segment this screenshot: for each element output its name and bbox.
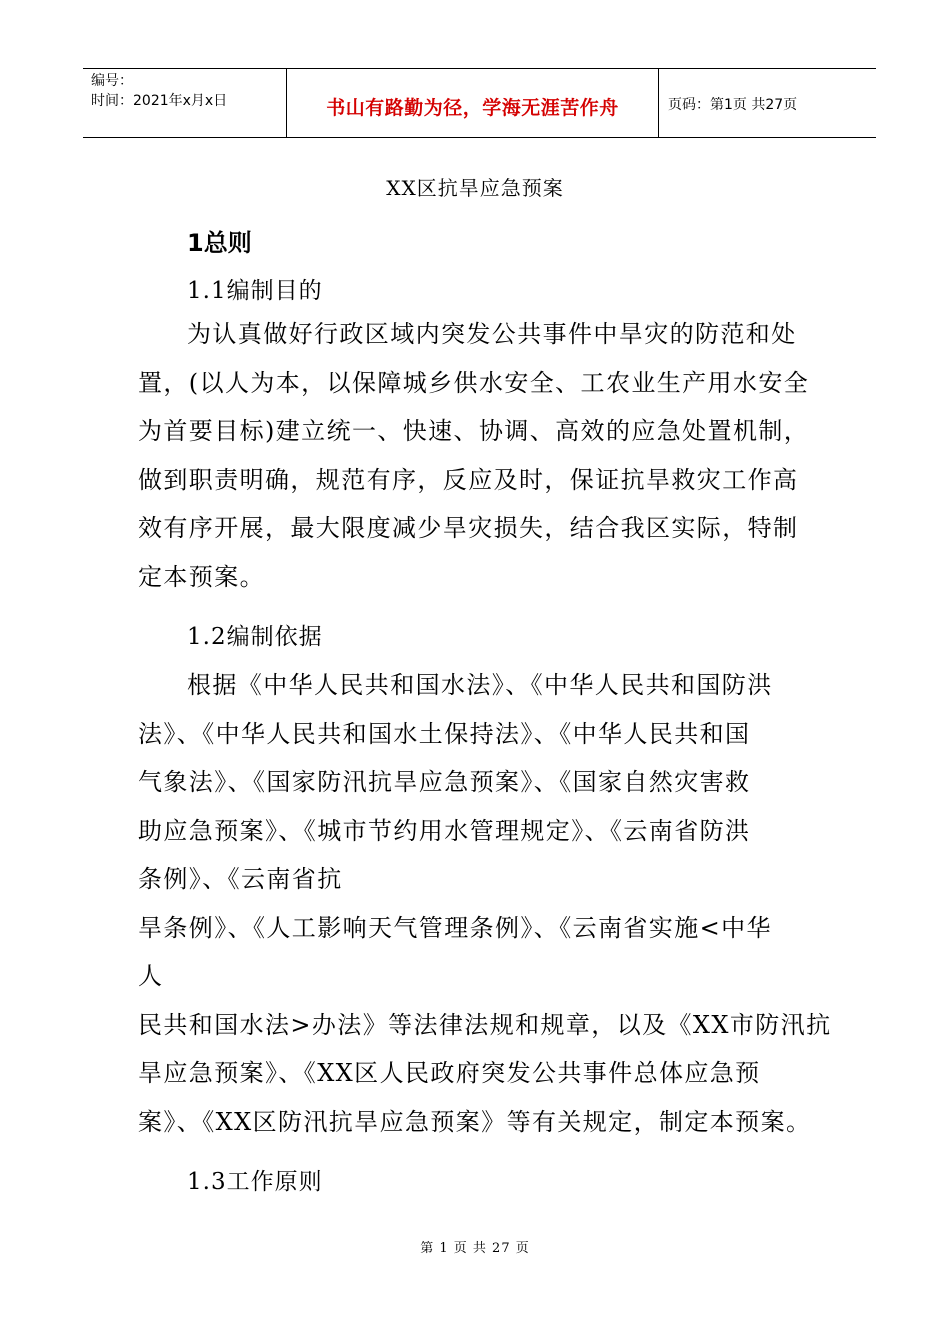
paragraph-basis xyxy=(138,661,832,1146)
number-label: 编号： xyxy=(91,73,133,89)
page-footer: 第 1 页 共 27 页 xyxy=(420,1241,530,1256)
paragraph-purpose xyxy=(138,310,828,601)
subsection-heading-1-3: 1.3工作原则 xyxy=(187,1169,323,1195)
text-line: 民共和国水法>办法》等法律法规和规章，以及《XX市防汛抗 xyxy=(138,1010,832,1039)
text-line: 效有序开展，最大限度减少旱灾损失，结合我区实际，特制 xyxy=(138,514,799,542)
text-line: 旱应急预案》、《XX区人民政府突发公共事件总体应急预 xyxy=(138,1059,761,1087)
subsection-heading-1-2: 1.2编制依据 xyxy=(187,624,323,650)
text-line: 法》、《中华人民共和国水土保持法》、《中华人民共和国 xyxy=(138,719,751,748)
text-line: 气象法》、《国家防汛抗旱应急预案》、《国家自然灾害救 xyxy=(138,768,751,796)
header-meta xyxy=(91,71,283,111)
header-motto: 书山有路勤为径，学海无涯苦作舟 xyxy=(326,97,619,119)
document-title: XX区抗旱应急预案 xyxy=(386,176,564,200)
text-line: 为认真做好行政区域内突发公共事件中旱灾的防范和处 xyxy=(187,320,797,348)
text-line: 助应急预案》、《城市节约用水管理规定》、《云南省防洪 xyxy=(138,816,751,845)
text-line: 定本预案。 xyxy=(138,562,265,591)
text-line: 为首要目标)建立统一、快速、协调、高效的应急处置机制， xyxy=(138,417,810,445)
header-divider xyxy=(658,69,659,137)
text-line: 案》、《XX区防汛抗旱应急预案》等有关规定，制定本预案。 xyxy=(138,1107,812,1136)
section-heading-1: 1总则 xyxy=(187,229,252,257)
text-line: 人 xyxy=(138,962,164,990)
header-page-info: 页码：第1页 共27页 xyxy=(668,97,798,113)
text-line: 做到职责明确，规范有序，反应及时，保证抗旱救灾工作高 xyxy=(138,465,799,494)
text-line: 根据《中华人民共和国水法》、《中华人民共和国防洪 xyxy=(187,671,773,699)
text-line: 旱条例》、《人工影响天气管理条例》、《云南省实施<中华 xyxy=(138,913,772,942)
text-line: 置，(以人为本，以保障城乡供水安全、工农业生产用水安全 xyxy=(138,368,810,397)
text-line: 条例》、《云南省抗 xyxy=(138,865,343,893)
document-header xyxy=(83,68,876,138)
time-label: 时间：2021年x月x日 xyxy=(91,93,228,109)
subsection-heading-1-1: 1.1编制目的 xyxy=(187,278,323,304)
